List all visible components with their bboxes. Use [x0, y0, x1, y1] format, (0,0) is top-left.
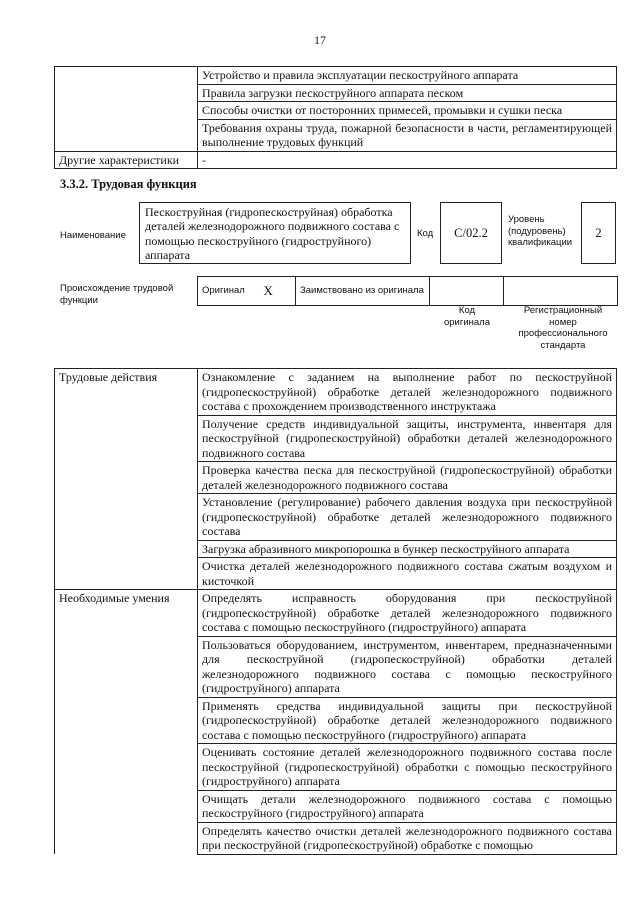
- knowledge-item: Требования охраны труда, пожарной безопасности в части, регламентирующей выполнение трудовых функций: [198, 119, 617, 151]
- skill-item: Определять качество очистки деталей железнодорожного подвижного состава при пескоструйной (гидропескоструйной) обработке с помощью: [198, 822, 617, 854]
- knowledge-item: Способы очистки от посторонних примесей, промывки и сушки песка: [198, 102, 617, 120]
- other-characteristics-value: -: [198, 151, 617, 169]
- code-caption: Код оригинала: [443, 305, 490, 328]
- action-item: Установление (регулирование) рабочего давления воздуха при пескоструйной (гидропескоструйной) обработке деталей железнодорожного подвижного состава: [198, 494, 617, 541]
- original-mark: X: [260, 277, 296, 306]
- skill-item: Определять исправность оборудования при пескоструйной (гидропескоструйной) обработке деталей железнодорожного подвижного состава с помощью пескоструйного (гидроструйного) аппарата: [198, 590, 617, 637]
- action-item: Очистка деталей железнодорожного подвижного состава сжатым воздухом и кисточкой: [198, 558, 617, 590]
- page-number: 17: [314, 33, 326, 47]
- skill-item: Очищать детали железнодорожного подвижного состава с помощью пескоструйного (гидроструйного) аппарата: [198, 790, 617, 822]
- name-label: Наименование: [60, 230, 126, 241]
- function-code: C/02.2: [440, 202, 502, 264]
- qualification-level: 2: [581, 202, 616, 264]
- skill-item: Применять средства индивидуальной защиты при пескоструйной (гидропескоструйной) обработке деталей железнодорожного подвижного состава с помощью пескоструйного (гидроструйного) аппарата: [198, 697, 617, 744]
- table-row: [55, 151, 617, 169]
- level-label: Уровень (подуровень) квалификации: [508, 214, 573, 248]
- registration-number-cell: [504, 277, 618, 306]
- original-label: Оригинал: [198, 277, 260, 306]
- knowledge-table: [54, 66, 617, 169]
- knowledge-item: Правила загрузки пескоструйного аппарата песком: [198, 84, 617, 102]
- origin-label: Происхождение трудовой функции: [60, 283, 174, 306]
- function-name: Пескоструйная (гидропескоструйная) обработка деталей железнодорожного подвижного состава с помощью пескоструйного (гидроструйного) аппарата: [139, 202, 411, 264]
- borrowed-label: Заимствовано из оригинала: [296, 277, 430, 306]
- skill-item: Оценивать состояние деталей железнодорожного подвижного состава после пескоструйной (гидропескоструйной) обработки с помощью пескоструйного (гидроструйного) аппарата: [198, 744, 617, 791]
- skills-label: Необходимые умения: [55, 590, 198, 855]
- original-code-cell: [430, 277, 504, 306]
- empty-label-cell: [55, 67, 198, 152]
- registration-caption: Регистрационный номер профессионального стандарта: [518, 305, 608, 351]
- actions-label: Трудовые действия: [55, 369, 198, 590]
- table-row: [55, 590, 617, 637]
- table-row: [198, 277, 618, 306]
- other-characteristics-label: Другие характеристики: [55, 151, 198, 169]
- origin-table: [197, 276, 618, 306]
- table-row: [55, 369, 617, 416]
- table-row: [55, 67, 617, 85]
- skill-item: Пользоваться оборудованием, инструментом, инвентарем, предназначенными для пескоструйной (гидропескоструйной) обработки деталей железнодорожного подвижного состава с помощью пескоструйного (гидроструйного) аппарата: [198, 636, 617, 697]
- action-item: Проверка качества песка для пескоструйной (гидропескоструйной) обработки деталей железнодорожного подвижного состава: [198, 462, 617, 494]
- action-item: Ознакомление с заданием на выполнение работ по пескоструйной (гидропескоструйной) обработке деталей железнодорожного подвижного состава с прохождением производственного инструктажа: [198, 369, 617, 416]
- code-label: Код: [417, 228, 434, 239]
- function-table: [54, 368, 617, 855]
- knowledge-item: Устройство и правила эксплуатации пескоструйного аппарата: [198, 67, 617, 85]
- action-item: Загрузка абразивного микропорошка в бункер пескоструйного аппарата: [198, 540, 617, 558]
- action-item: Получение средств индивидуальной защиты, инструмента, инвентаря для пескоструйной (гидропескоструйной) обработки деталей железнодорожного подвижного состава: [198, 415, 617, 462]
- section-title: 3.3.2. Трудовая функция: [60, 177, 197, 191]
